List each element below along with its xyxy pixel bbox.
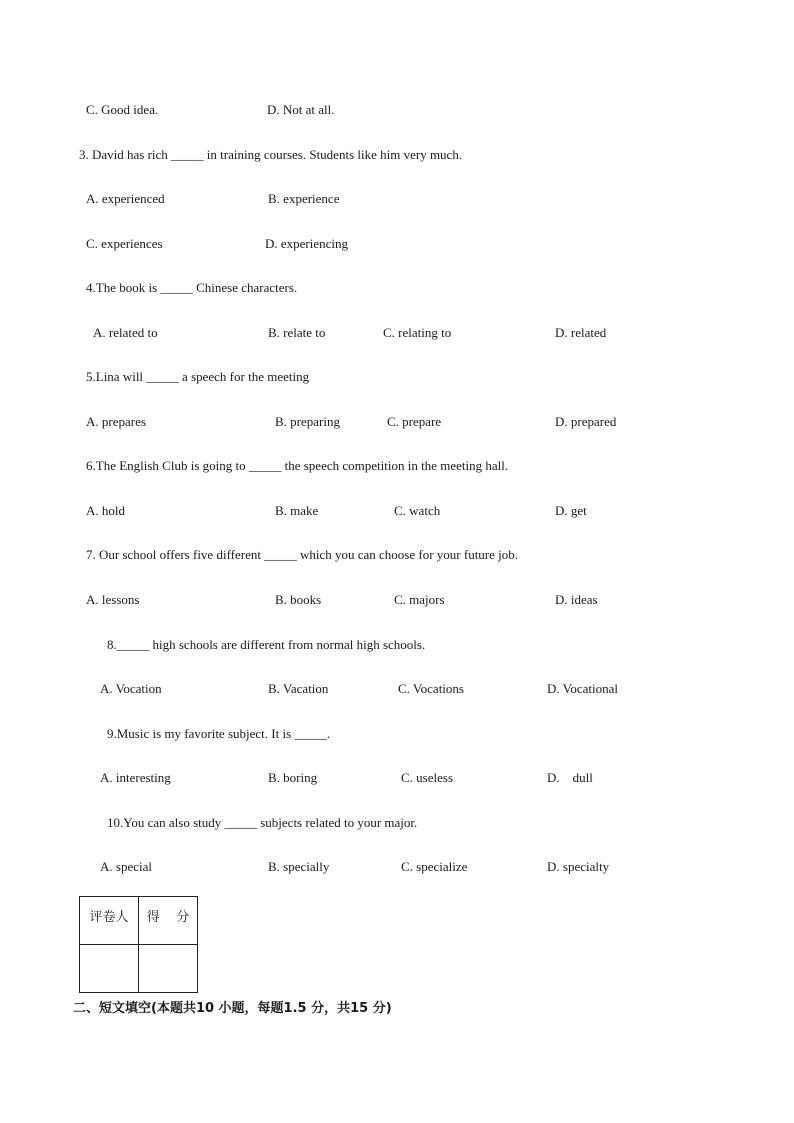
q9-option-b: B. boring [268,770,318,785]
q10-option-c: C. specialize [401,859,468,874]
q9-option-d: D. dull [547,770,593,785]
score-label: 得 分 [146,910,190,925]
q6-option-b: B. make [275,503,319,518]
score-table [79,896,198,993]
q8-option-b: B. Vacation [268,681,329,696]
q6-stem: 6.The English Club is going to _____ the speech competition in the meeting hall. [86,458,509,473]
q5-option-d: D. prepared [555,414,617,429]
q8-option-c: C. Vocations [398,681,464,696]
q8-option-a: A. Vocation [100,681,162,696]
q7-option-a: A. lessons [86,592,140,607]
q4-option-c: C. relating to [383,325,452,340]
q3-option-a: A. experienced [86,191,165,206]
q9-option-a: A. interesting [100,770,171,785]
score-label-cell [139,897,198,945]
q9-stem: 9.Music is my favorite subject. It is _____. [107,726,331,741]
q7-option-c: C. majors [394,592,445,607]
q8-stem: 8._____ high schools are different from normal high schools. [107,637,426,652]
q5-stem: 5.Lina will _____ a speech for the meeting [86,369,310,384]
q10-option-a: A. special [100,859,152,874]
q7-stem: 7. Our school offers five different _____ which you can choose for your future job. [86,547,519,562]
q7-option-d: D. ideas [555,592,598,607]
grader-label-cell [80,897,139,945]
section-two-title: 二、短文填空(本题共10 小题，每题1.5 分，共15 分) [73,1001,392,1016]
q6-option-d: D. get [555,503,587,518]
score-value-cell[interactable] [139,945,198,993]
q8-option-d: D. Vocational [547,681,619,696]
q5-option-a: A. prepares [86,414,146,429]
q9-option-c: C. useless [401,770,453,785]
q3-stem: 3. David has rich _____ in training courses. Students like him very much. [79,147,463,162]
q4-stem: 4.The book is _____ Chinese characters. [86,280,298,295]
q2-option-d: D. Not at all. [267,102,335,117]
q6-option-a: A. hold [86,503,125,518]
q5-option-b: B. preparing [275,414,340,429]
q3-option-b: B. experience [268,191,340,206]
q3-option-d: D. experiencing [265,236,349,251]
q7-option-b: B. books [275,592,322,607]
q4-option-a: A. related to [93,325,158,340]
q4-option-d: D. related [555,325,607,340]
q4-option-b: B. relate to [268,325,326,340]
q6-option-c: C. watch [394,503,441,518]
q3-option-c: C. experiences [86,236,163,251]
q2-option-c: C. Good idea. [86,102,159,117]
q10-stem: 10.You can also study _____ subjects related to your major. [107,815,418,830]
grader-value-cell[interactable] [80,945,139,993]
q10-option-b: B. specially [268,859,330,874]
q10-option-d: D. specialty [547,859,610,874]
q5-option-c: C. prepare [387,414,442,429]
grader-label: 评卷人 [89,910,129,925]
